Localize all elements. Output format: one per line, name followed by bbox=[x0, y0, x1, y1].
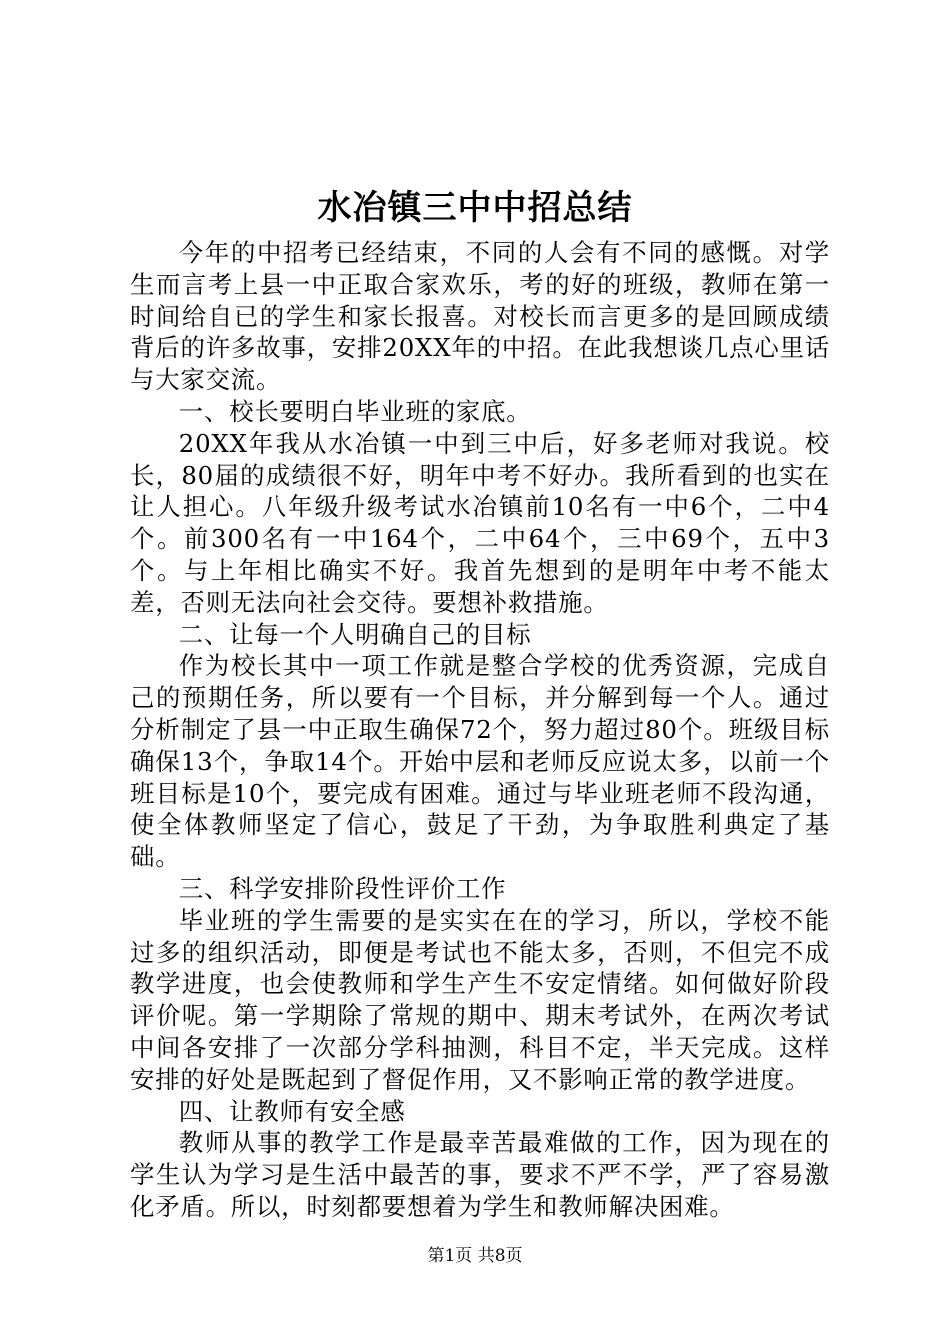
section-heading-2: 二、让每一个人明确自己的目标 bbox=[178, 619, 532, 649]
intro-paragraph: 今年的中招考已经结束，不同的人会有不同的感慨。对学生而言考上县一中正取合家欢乐，考的好的班级，教师在第一时间给自已的学生和家长报喜。对校长而言更多的是回顾成绩背后的许多故事，安排20XX年的中招。在此我想谈几点心里话与大家交流。 bbox=[130, 238, 830, 395]
document-title: 水冶镇三中中招总结 bbox=[317, 188, 633, 228]
section-paragraph-4: 教师从事的教学工作是最幸苦最难做的工作，因为现在的学生认为学习是生活中最苦的事，要求不严不学，严了容易激化矛盾。所以，时刻都要想着为学生和教师解决困难。 bbox=[130, 1128, 830, 1221]
section-paragraph-2: 作为校长其中一项工作就是整合学校的优秀资源，完成自己的预期任务，所以要有一个目标，并分解到每一个人。通过分析制定了县一中正取生确保72个，努力超过80个。班级目标确保13个，争取14个。开始中层和老师反应说太多，以前一个班目标是10个，要完成有困难。通过与毕业班老师不段沟通，使全体教师坚定了信心，鼓足了干劲，为争取胜利典定了基础。 bbox=[130, 651, 830, 872]
section-paragraph-3: 毕业班的学生需要的是实实在在的学习，所以，学校不能过多的组织活动，即便是考试也不能太多，否则，不但完不成教学进度，也会使教师和学生产生不安定情绪。如何做好阶段评价呢。第一学期除了常规的期中、期末考试外，在两次考试中间各安排了一次部分学科抽测，科目不定，半天完成。这样安排的好处是既起到了督促作用，又不影响正常的教学进度。 bbox=[130, 905, 830, 1094]
section-heading-4: 四、让教师有安全感 bbox=[178, 1096, 406, 1126]
page-footer: 第1页 共8页 bbox=[427, 1246, 523, 1266]
section-paragraph-1: 20XX年我从水冶镇一中到三中后，好多老师对我说。校长，80届的成绩很不好，明年中考不好办。我所看到的也实在让人担心。八年级升级考试水冶镇前10名有一中6个，二中4个。前300名有一中164个，二中64个，三中69个，五中3个。与上年相比确实不好。我首先想到的是明年中考不能太差，否则无法向社会交待。要想补救措施。 bbox=[130, 428, 830, 617]
document-body bbox=[130, 237, 830, 1223]
section-heading-3: 三、科学安排阶段性评价工作 bbox=[178, 873, 507, 903]
section-heading-1: 一、校长要明白毕业班的家底。 bbox=[178, 396, 532, 426]
